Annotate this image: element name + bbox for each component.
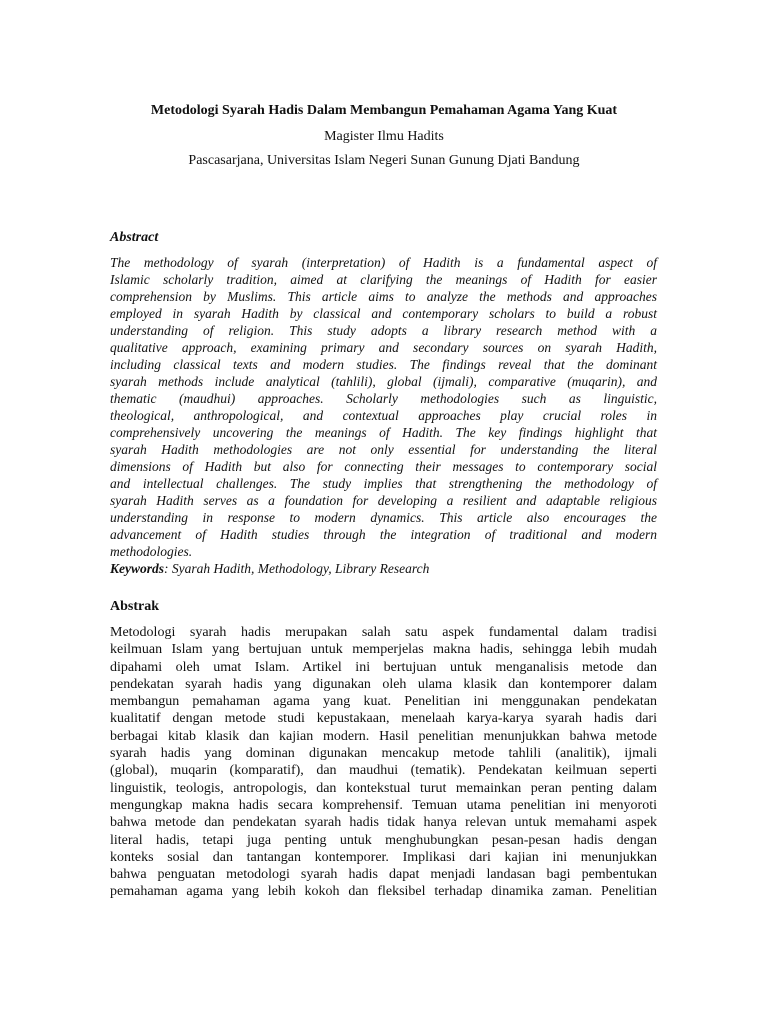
abstrak-line: konteks sosial dan tantangan kontemporer. Implikasi dari kajian ini menunjukkan xyxy=(110,849,657,865)
abstract-line: Islamic scholarly tradition, aimed at clarifying the meanings of Hadith for easier xyxy=(110,272,657,287)
keywords-line xyxy=(110,560,657,577)
paper-header xyxy=(0,101,768,170)
abstract-line: syarah Hadith serves as a foundation for developing a resilient and adaptable religious xyxy=(110,493,657,508)
abstrak-line: linguistik, teologis, antropologis, dan kontekstual turut memainkan peran penting dalam xyxy=(110,780,657,796)
abstract-line: understanding of religion. This study adopts a library research method with a xyxy=(110,323,657,338)
abstrak-line: pendekatan syarah hadis yang digunakan oleh ulama klasik dan kontemporer dalam xyxy=(110,676,657,692)
abstract-line: advancement of Hadith studies through the integration of traditional and modern xyxy=(110,527,657,542)
abstract-line: methodologies. xyxy=(110,544,193,559)
abstrak-line: Metodologi syarah hadis merupakan salah satu aspek fundamental dalam tradisi xyxy=(110,625,657,640)
abstrak-line: dipahami oleh umat Islam. Artikel ini bertujuan untuk menganalisis metode dan xyxy=(110,659,657,675)
abstrak-line: mengungkap makna hadis secara komprehensif. Temuan utama penelitian ini menyoroti xyxy=(110,797,657,813)
affiliation: Pascasarjana, Universitas Islam Negeri Sunan Gunung Djati Bandung xyxy=(188,153,580,168)
abstrak-body xyxy=(110,624,657,901)
abstrak-line: membangun pemahaman agama yang kuat. Penelitian ini menggunakan pendekatan xyxy=(110,694,657,710)
abstrak-line: syarah hadis yang dominan digunakan mencakup metode tahlili (analitik), ijmali xyxy=(110,746,657,762)
abstract-line: thematic (maudhui) approaches. Scholarly methodologies such as linguistic, xyxy=(110,391,657,406)
abstract-line: theological, anthropological, and contextual approaches play crucial roles in xyxy=(110,408,657,423)
abstract-line: employed in syarah Hadith by classical and contemporary scholars to build a robust xyxy=(110,306,657,321)
abstract-heading: Abstract xyxy=(110,230,159,245)
abstrak-line: literal hadis, tetapi juga penting untuk menghubungkan pesan-pesan hadis dengan xyxy=(110,832,657,848)
abstract-line: comprehensively uncovering the meanings of Hadith. The key findings highlight that xyxy=(110,425,657,440)
abstract-line: including classical texts and modern studies. The findings reveal that the dominant xyxy=(110,357,657,372)
abstrak-line: pemahaman agama yang lebih kokoh dan fleksibel terhadap dinamika zaman. Penelitian xyxy=(110,884,657,900)
abstrak-line: kualitatif dengan metode studi kepustakaan, menelaah karya-karya syarah hadis dari xyxy=(110,711,657,727)
abstract-line: understanding in response to modern dynamics. This article also encourages the xyxy=(110,510,657,525)
abstract-line: qualitative approach, examining primary and secondary sources on syarah Hadith, xyxy=(110,340,657,355)
program-name: Magister Ilmu Hadits xyxy=(324,129,444,144)
abstract-line: syarah methods include analytical (tahlili), global (ijmali), comparative (muqarin), and xyxy=(110,374,657,389)
abstract-line: dimensions of Hadith but also for connecting their messages to contemporary social xyxy=(110,459,657,474)
abstrak-heading: Abstrak xyxy=(110,599,160,614)
abstract-line: and intellectual challenges. The study implies that strengthening the methodology of xyxy=(110,476,657,491)
keywords-text: : Syarah Hadith, Methodology, Library Research xyxy=(164,561,430,576)
abstrak-line: bahwa metode dan pendekatan syarah hadis tidak hanya relevan untuk memahami aspek xyxy=(110,815,657,831)
abstract-line: syarah Hadith methodologies are not only essential for understanding the literal xyxy=(110,442,657,457)
abstrak-line: keilmuan Islam yang bertujuan untuk memperjelas makna hadis, sehingga lebih mudah xyxy=(110,642,657,658)
abstract-body xyxy=(110,254,657,577)
abstrak-line: berbagai kitab klasik dan kajian modern. Hasil penelitian menunjukkan bahwa metode xyxy=(110,728,657,744)
abstrak-line: bahwa penguatan metodologi syarah hadis dapat menjadi landasan bagi pembentukan xyxy=(110,867,657,883)
abstrak-line: (global), muqarin (komparatif), dan maudhui (tematik). Pendekatan keilmuan seperti xyxy=(110,763,657,779)
abstract-line: The methodology of syarah (interpretation) of Hadith is a fundamental aspect of xyxy=(110,255,657,270)
abstract-line: comprehension by Muslims. This article aims to analyze the methods and approaches xyxy=(110,289,657,304)
paper-title: Metodologi Syarah Hadis Dalam Membangun Pemahaman Agama Yang Kuat xyxy=(150,103,618,118)
keywords-label: Keywords xyxy=(110,561,164,576)
